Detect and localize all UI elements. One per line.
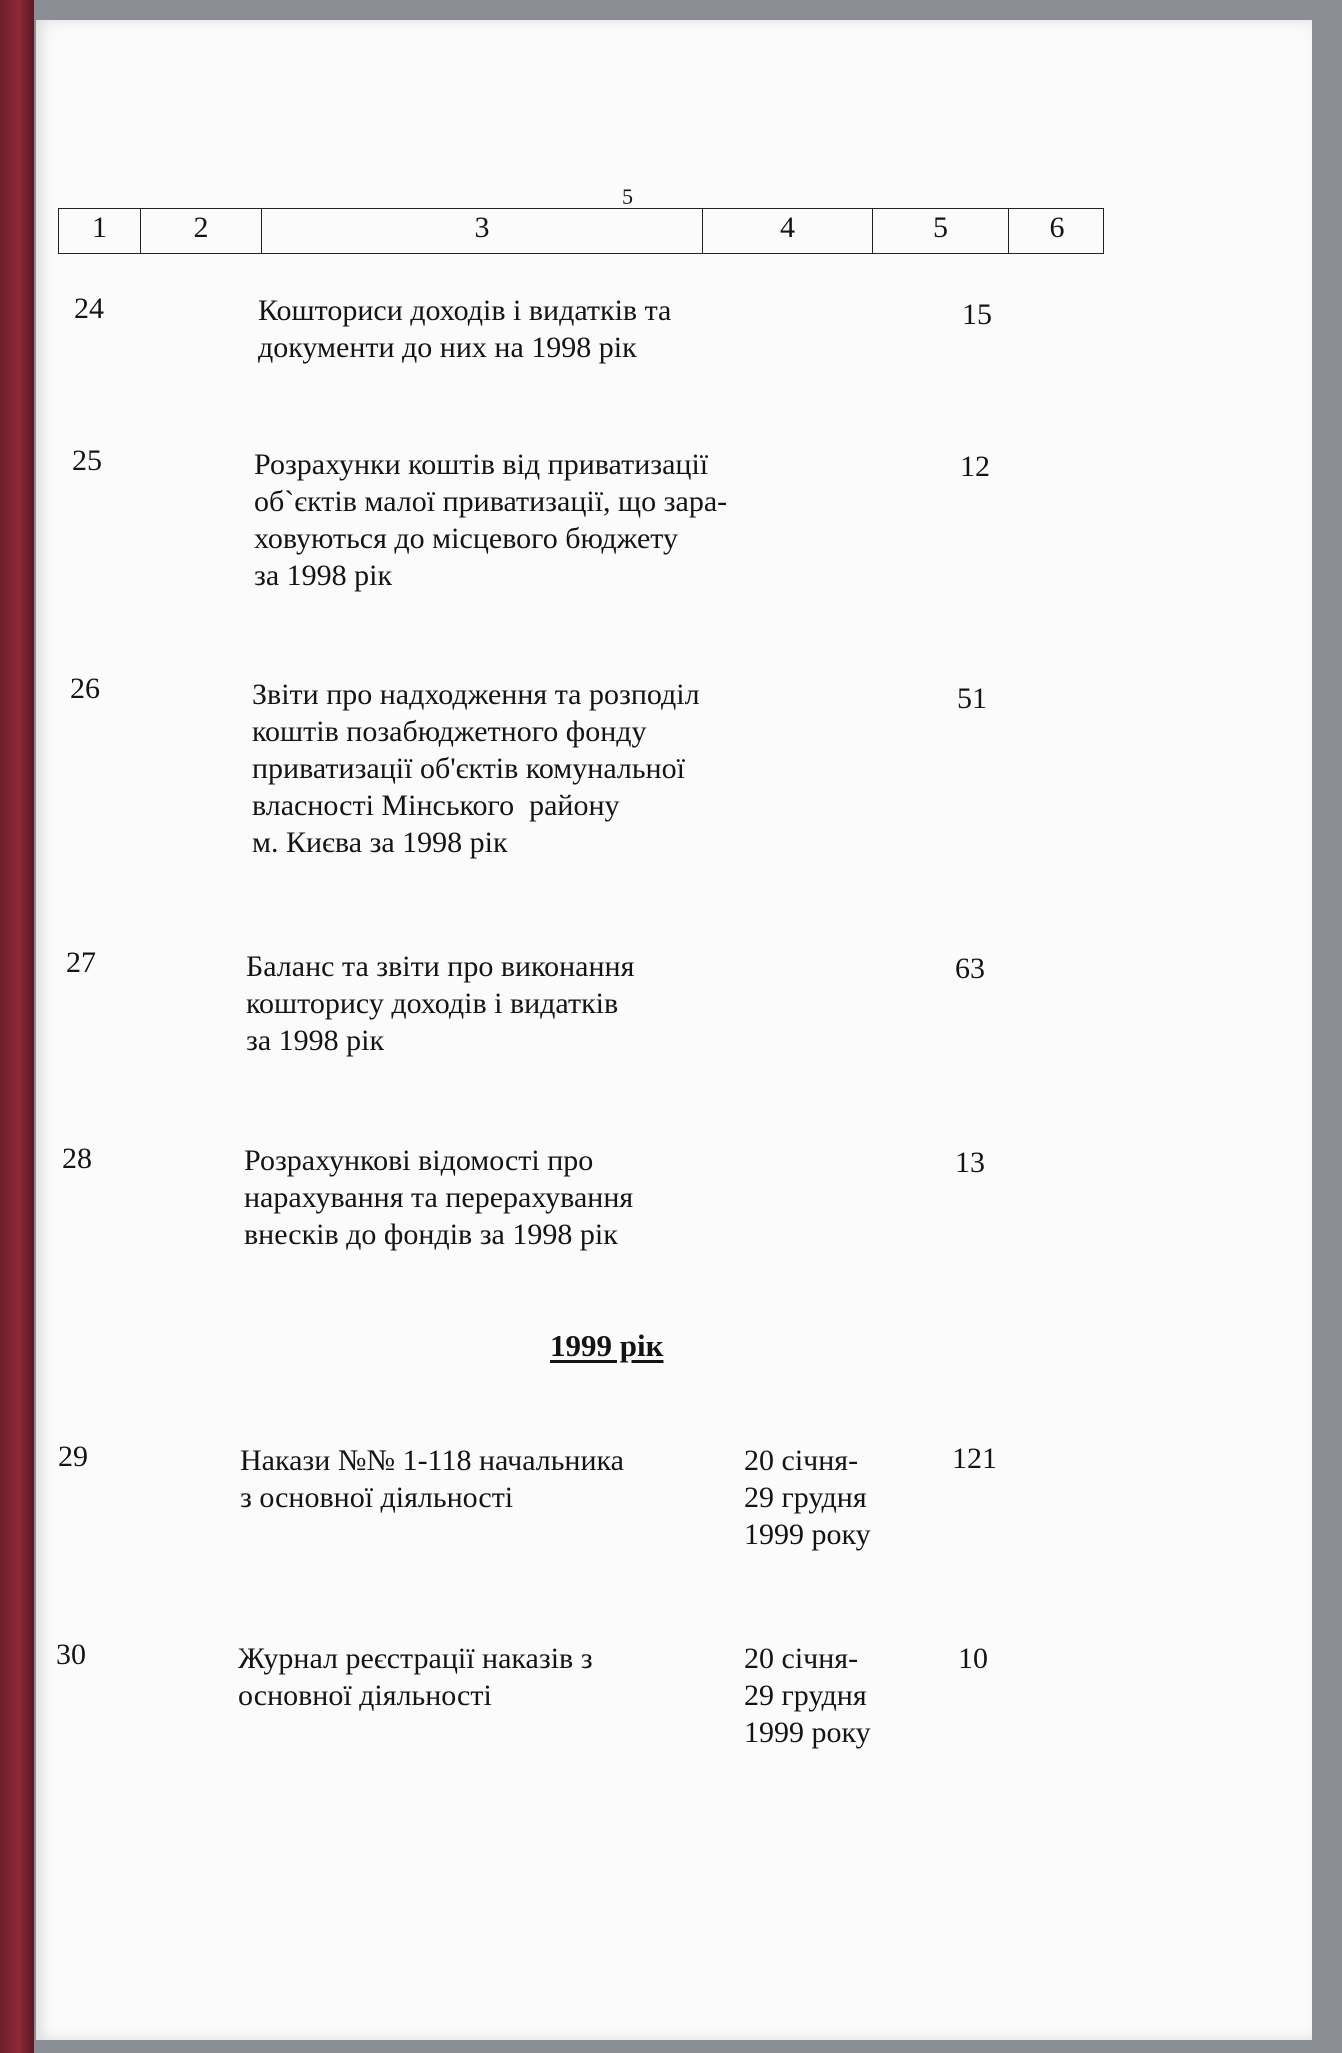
column-header-4: 4 [702, 209, 872, 253]
entry-title: Розрахункові відомості про нарахування та перерахування внесків до фондів за 1998 рік [244, 1144, 634, 1251]
entry-title: Звіти про надходження та розподіл коштів позабюджетного фонду приватизації об'єктів комунальної власності Мінського району м. Києва за 1998 рік [252, 678, 700, 859]
entry-dates: 20 січня- 29 грудня 1999 року [744, 1444, 871, 1551]
entry-title: Розрахунки коштів від приватизації об`єктів малої приватизації, що зара- ховуються до місцевого бюджету за 1998 рік [254, 448, 728, 592]
column-header-6: 6 [1008, 209, 1105, 253]
column-header-5: 5 [872, 209, 1008, 253]
entry-number: 26 [70, 672, 100, 705]
entry-dates: 20 січня- 29 грудня 1999 року [744, 1642, 871, 1749]
entry-pages: 12 [960, 450, 990, 483]
entry-title: Баланс та звіти про виконання кошторису доходів і видатків за 1998 рік [246, 950, 635, 1057]
entry-number: 28 [62, 1142, 92, 1175]
entry-pages: 51 [957, 682, 987, 715]
entry-number: 29 [58, 1440, 88, 1473]
column-header-row [58, 208, 1104, 254]
entry-number: 25 [72, 444, 102, 477]
page-number: 5 [622, 184, 633, 209]
entry-pages: 15 [962, 298, 992, 331]
column-header-1: 1 [92, 211, 107, 244]
entry-number: 30 [56, 1638, 86, 1671]
entry-pages: 10 [958, 1642, 988, 1675]
entry-number: 24 [74, 292, 104, 325]
entry-pages: 13 [955, 1146, 985, 1179]
column-header-3: 3 [261, 209, 702, 253]
entry-pages: 121 [952, 1442, 997, 1475]
entry-title: Журнал реєстрації наказів з основної діяльності [238, 1642, 593, 1712]
entry-title: Накази №№ 1-118 начальника з основної діяльності [240, 1444, 624, 1514]
entry-pages: 63 [955, 952, 985, 985]
entry-title: Кошториси доходів і видатків та документи до них на 1998 рік [258, 294, 672, 364]
year-heading: 1999 рік [550, 1328, 664, 1363]
column-header-2: 2 [140, 209, 261, 253]
entry-number: 27 [66, 946, 96, 979]
